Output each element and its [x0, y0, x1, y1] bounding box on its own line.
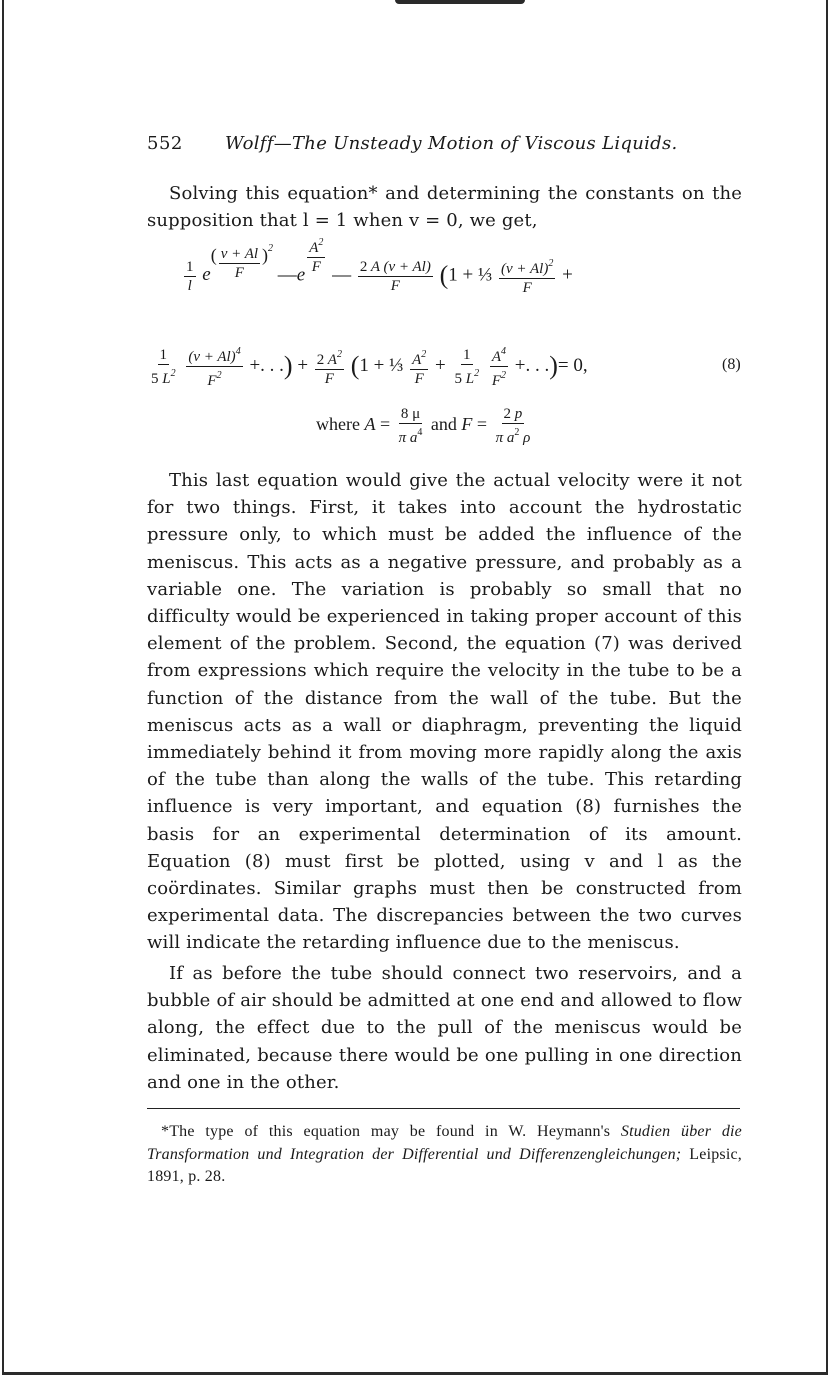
equation-number: (8) — [722, 356, 741, 373]
page-number: 552 — [147, 133, 183, 154]
running-title: Wolff—The Unsteady Motion of Viscous Liquids. — [225, 133, 678, 154]
page-header — [147, 133, 742, 157]
equation-line-1: $\frac{1}{l}$ $e^{( \frac{v + Al}{F} )^2}$ —e $^{\frac{A^2}{F}}$ — $\frac{2 A (v + Al)}{F}$ (1 + ⅓ $\frac{(v + Al)^2}{F}$ + — [182, 255, 573, 304]
footnote-prefix: The type of this equation may be found in W. Heymann's — [169, 1123, 621, 1140]
binding-mark — [395, 0, 525, 4]
footnote-title: Studien über die Transformation und Integration der Differential und Differenzengleichungen; — [147, 1123, 742, 1163]
equation-8 — [147, 237, 747, 395]
equation-line-2: $\frac{1}{5 L^2}$ $\frac{(v + Al)^4}{F^2}$ +. . .) + $\frac{2 A^2}{F}$ (1 + ⅓ $\frac{A^2}{F}$ + $\frac{1}{5 L^2}$ $\frac{A^4}{F^2}$ +. . .)= 0, — [147, 343, 588, 390]
intro-paragraph: Solving this equation* and determining the constants on the supposition that l = 1 when v = 0, we get, — [147, 183, 742, 232]
footnote-marker: * — [161, 1123, 170, 1140]
body-paragraph-1: This last equation would give the actual velocity were it not for two things. First, it takes into account the hydrostatic pressure only, to which must be added the influence of the meniscus. This acts as a negative pressure, and probably as a variable one. The variation is probably so small that no difficulty would be experienced in taking proper account of this element of the problem. Second, the equation (7) was derived from expressions which require the velocity in the tube to be a function of the distance from the wall of the tube. But the meniscus acts as a wall or diaphragm, preventing the liquid immediately behind it from moving more rapidly along the axis of the tube than along the walls of the tube. This retarding influence is very important, and equation (8) furnishes the basis for an experimental determination of its amount. Equation (8) must first be plotted, using v and l as the coördinates. Similar graphs must then be constructed from experimental data. The discrepancies between the two curves will indicate the retarding influence due to the meniscus. — [147, 470, 742, 954]
footnote-rule — [147, 1108, 740, 1109]
footnote-suffix: Leipsic, 1891, p. 28. — [147, 1145, 742, 1185]
body-paragraph-2: If as before the tube should connect two reservoirs, and a bubble of air should be admitted at one end and allowed to flow along, the effect due to the pull of the meniscus would be eliminated, because there would be one pulling in one direction and one in the other. — [147, 963, 742, 1093]
equation-definitions: where A = $\frac{8 \mu}{\pi a^4}$ and F = $\frac{2 p}{\pi a^2 \rho}$ — [316, 406, 531, 446]
footnote — [147, 1121, 742, 1189]
